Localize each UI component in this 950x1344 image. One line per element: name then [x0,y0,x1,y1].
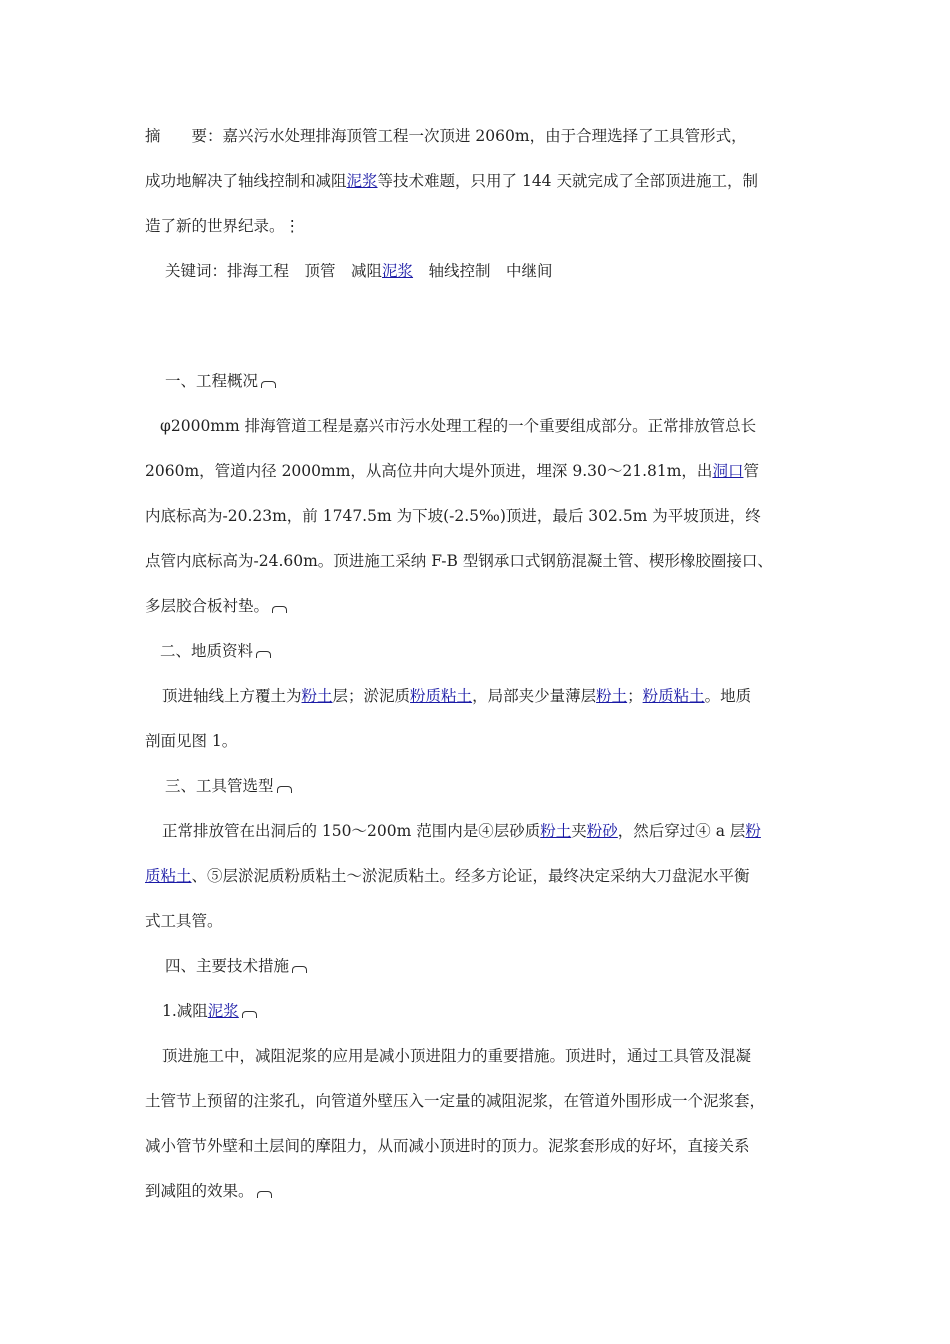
body-text: 剖面见图 1。 [145,732,238,750]
vertical-ellipsis-icon: ⋮ [284,217,301,235]
link-silty-clay-end[interactable]: 质粘土 [145,867,192,885]
section-heading-3 [165,775,835,797]
link-silty-clay[interactable]: 粉质粘土 [642,687,705,705]
link-silt[interactable]: 粉土 [301,687,333,705]
body-text: ，然后穿过④ a 层 [617,822,746,840]
heading-text: 三、工具管选型 [165,777,274,795]
paragraph-return-icon [272,606,287,613]
paragraph-return-icon [242,1011,257,1018]
p1-line-1 [160,415,830,437]
section-heading-1 [165,370,835,392]
abstract-text: 等技术难题，只用了 144 天就完成了全部顶进施工，制 [377,172,758,190]
body-text: 减小管节外壁和土层间的摩阻力，从而减小顶进时的顶力。泥浆套形成的好坏，直接关系 [145,1137,750,1155]
body-text: 到减阻的效果。 [145,1182,254,1200]
abstract-line-3 [145,215,815,237]
abstract-line-2 [145,170,815,192]
p3-line-2 [145,865,815,887]
p3-line-1 [162,820,832,842]
paragraph-return-icon [292,966,307,973]
section-heading-4 [165,955,835,977]
link-silty-clay[interactable]: 粉质粘土 [410,687,473,705]
body-text: 顶进施工中，减阻泥浆的应用是减小顶进阻力的重要措施。顶进时，通过工具管及混凝 [162,1047,752,1065]
p3-line-3 [145,910,815,932]
keywords-line [165,260,835,282]
link-silt[interactable]: 粉土 [596,687,628,705]
body-text: ； [627,687,643,705]
p4-line-3 [145,1135,815,1157]
body-text: 层；淤泥质 [332,687,411,705]
link-mud[interactable]: 泥浆 [346,172,378,190]
paragraph-return-icon [261,381,276,388]
link-mud[interactable]: 泥浆 [382,262,414,280]
link-silty-clay-start[interactable]: 粉 [745,822,761,840]
body-text: 点管内底标高为-24.60m。顶进施工采纳 F-B 型钢承口式钢筋混凝土管、楔形橡胶圈接口、 [145,552,773,570]
p1-line-4 [145,550,815,572]
heading-text: 二、地质资料 [160,642,254,660]
body-text: 顶进轴线上方覆土为 [162,687,302,705]
body-text: 夹 [571,822,587,840]
p4-line-2 [145,1090,815,1112]
p1-line-3 [145,505,815,527]
abstract-text: 摘 要：嘉兴污水处理排海顶管工程一次顶进 2060m，由于合理选择了工具管形式， [145,127,747,145]
body-text: φ2000mm 排海管道工程是嘉兴市污水处理工程的一个重要组成部分。正常排放管总长 [160,417,757,435]
paragraph-return-icon [256,651,271,658]
heading-text: 一、工程概况 [165,372,259,390]
paragraph-return-icon [277,786,292,793]
heading-text: 四、主要技术措施 [165,957,290,975]
p2-line-1 [162,685,832,707]
body-text: 、⑤层淤泥质粉质粘土～淤泥质粘土。经多方论证，最终决定采纳大刀盘泥水平衡 [191,867,750,885]
abstract-line-1 [145,125,815,147]
body-text: 管 [743,462,759,480]
link-mud[interactable]: 泥浆 [207,1002,239,1020]
keywords-text: 关键词：排海工程 顶管 减阻 [165,262,383,280]
paragraph-return-icon [257,1191,272,1198]
body-text: 式工具管。 [145,912,223,930]
keywords-text: 轴线控制 中继间 [413,262,553,280]
body-text: ，局部夹少量薄层 [472,687,597,705]
body-text: 土管节上预留的注浆孔，向管道外壁压入一定量的减阻泥浆，在管道外围形成一个泥浆套， [145,1092,766,1110]
p4-line-1 [162,1045,832,1067]
p1-line-5 [145,595,815,617]
heading-text: 1.减阻 [162,1002,208,1020]
section-heading-2 [160,640,830,662]
p4-line-4 [145,1180,815,1202]
link-silt[interactable]: 粉土 [540,822,572,840]
body-text: 内底标高为-20.23m，前 1747.5m 为下坡(-2.5‰)顶进，最后 302.5m 为平坡顶进，终 [145,507,761,525]
p2-line-2 [145,730,815,752]
body-text: 2060m，管道内径 2000mm，从高位井向大堤外顶进，埋深 9.30～21.81m，出 [145,462,713,480]
body-text: 正常排放管在出洞后的 150～200m 范围内是④层砂质 [162,822,541,840]
subsection-heading-4-1 [162,1000,832,1022]
abstract-text: 造了新的世界纪录。 [145,217,285,235]
body-text: 。地质 [704,687,752,705]
link-silty-sand[interactable]: 粉砂 [586,822,618,840]
p1-line-2 [145,460,815,482]
abstract-text: 成功地解决了轴线控制和减阻 [145,172,347,190]
body-text: 多层胶合板衬垫。 [145,597,270,615]
link-tunnel-portal[interactable]: 洞口 [712,462,744,480]
